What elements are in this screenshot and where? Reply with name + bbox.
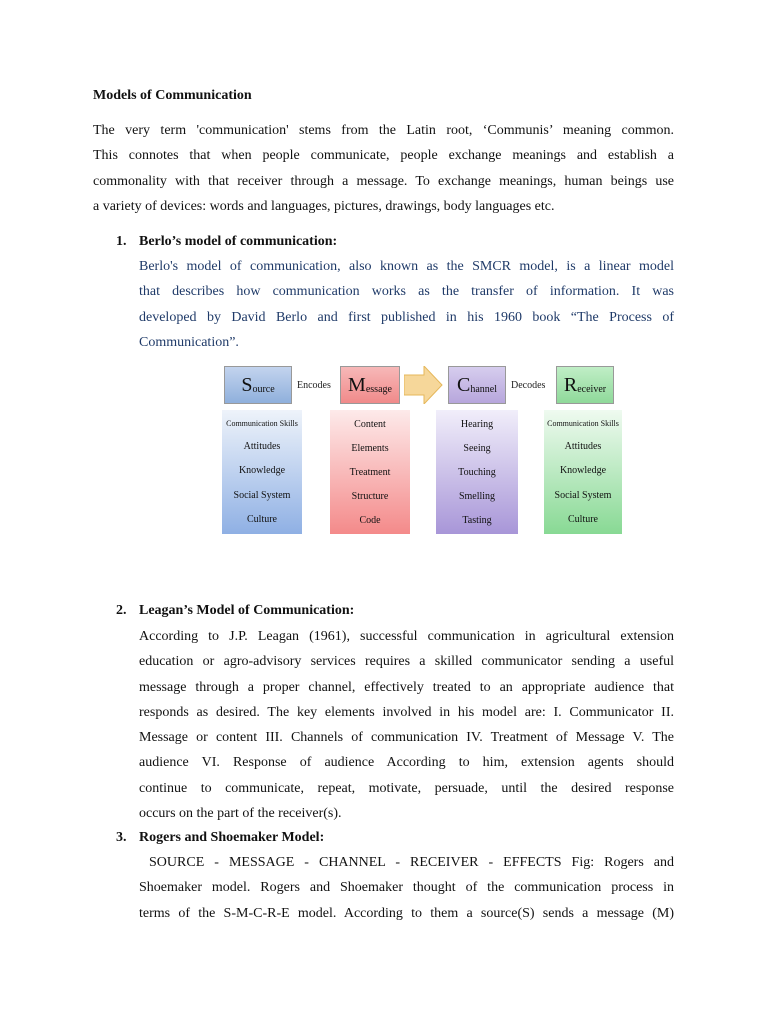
source-item: Culture xyxy=(247,514,277,526)
intro-paragraph xyxy=(93,118,674,219)
channel-item: Smelling xyxy=(458,490,496,502)
source-item: Communication Skills xyxy=(226,418,298,428)
text-line: occurs on the part of the receiver(s). xyxy=(139,806,342,822)
text-line: audience VI. Response of audience According to him, extension agents should xyxy=(139,755,674,771)
channel-rest: hannel xyxy=(470,383,497,395)
text-line: education or agro-advisory services requires a skilled communicator sending a useful xyxy=(139,654,674,670)
message-item: Structure xyxy=(351,490,389,502)
channel-item: Seeing xyxy=(463,442,491,454)
channel-item: Touching xyxy=(458,466,496,478)
text-line: According to J.P. Leagan (1961), successful communication in agricultural extension xyxy=(139,629,674,644)
text-line: continue to communicate, repeat, motivate, persuade, until the desired response xyxy=(139,780,674,796)
text-line: a variety of devices: words and languages, pictures, drawings, body languages etc. xyxy=(93,198,555,214)
source-initial: S xyxy=(241,373,253,396)
smcr-diagram xyxy=(222,364,622,536)
source-item: Knowledge xyxy=(238,465,286,477)
text-line: message through a proper channel, effectively treated to an appropriate audience that xyxy=(139,679,674,695)
message-column xyxy=(330,410,410,534)
message-item: Content xyxy=(354,418,386,430)
text-line: responds as desired. The key elements involved in his model are: I. Communicator II. xyxy=(139,704,674,720)
source-header xyxy=(224,366,292,404)
source-rest: ource xyxy=(252,383,275,395)
berlo-paragraph xyxy=(139,254,674,355)
text-line: SOURCE - MESSAGE - CHANNEL - RECEIVER - EFFECTS Fig: Rogers and xyxy=(139,855,674,870)
receiver-item: Knowledge xyxy=(559,465,607,477)
source-item: Attitudes xyxy=(243,441,281,453)
receiver-item: Attitudes xyxy=(564,441,602,453)
text-line: Shoemaker model. Rogers and Shoemaker thought of the communication process in xyxy=(139,880,674,896)
text-line: The very term 'communication' stems from the Latin root, ‘Communis’ meaning common. xyxy=(93,123,674,138)
text-line: that describes how communication works as the transfer of information. It was xyxy=(139,284,674,300)
rogers-paragraph xyxy=(139,850,674,926)
decodes-label: Decodes xyxy=(511,380,546,391)
message-header xyxy=(340,366,400,404)
text-line: This connotes that when people communicate, people exchange meanings and establish a xyxy=(93,148,674,164)
receiver-column xyxy=(544,410,622,534)
list-number-3: 3. xyxy=(116,830,127,845)
message-rest: essage xyxy=(365,383,392,395)
text-line: terms of the S-M-C-R-E model. According to them a source(S) sends a message (M) xyxy=(139,905,674,921)
message-item: Elements xyxy=(351,442,389,454)
rogers-heading: Rogers and Shoemaker Model: xyxy=(139,830,325,845)
text-line: developed by David Berlo and first published in his 1960 book “The Process of xyxy=(139,309,674,325)
channel-item: Tasting xyxy=(462,514,492,526)
arrow-icon xyxy=(404,366,444,404)
receiver-item: Culture xyxy=(568,514,598,526)
source-column xyxy=(222,410,302,534)
channel-initial: C xyxy=(457,373,471,396)
leagan-paragraph xyxy=(139,624,674,826)
channel-item: Hearing xyxy=(460,418,494,430)
receiver-item: Communication Skills xyxy=(547,418,619,428)
receiver-initial: R xyxy=(563,373,578,396)
message-item: Code xyxy=(359,514,381,526)
text-line: Berlo's model of communication, also known as the SMCR model, is a linear model xyxy=(139,259,674,274)
text-line: Communication”. xyxy=(139,334,239,350)
receiver-header xyxy=(556,366,614,404)
channel-header xyxy=(448,366,506,404)
receiver-item: Social System xyxy=(554,489,612,501)
list-number-1: 1. xyxy=(116,234,127,249)
document-title: Models of Communication xyxy=(93,88,252,103)
berlo-heading: Berlo’s model of communication: xyxy=(139,234,338,249)
channel-column xyxy=(436,410,518,534)
leagan-heading: Leagan’s Model of Communication: xyxy=(139,603,355,618)
source-item: Social System xyxy=(233,489,291,501)
message-item: Treatment xyxy=(349,466,391,478)
encodes-label: Encodes xyxy=(297,380,331,391)
list-number-2: 2. xyxy=(116,603,127,618)
text-line: commonality with that receiver through a message. To exchange meanings, human beings use xyxy=(93,173,674,189)
message-initial: M xyxy=(348,373,366,396)
receiver-rest: eceiver xyxy=(577,383,607,395)
text-line: Message or content III. Channels of communication IV. Treatment of Message V. The xyxy=(139,730,674,746)
